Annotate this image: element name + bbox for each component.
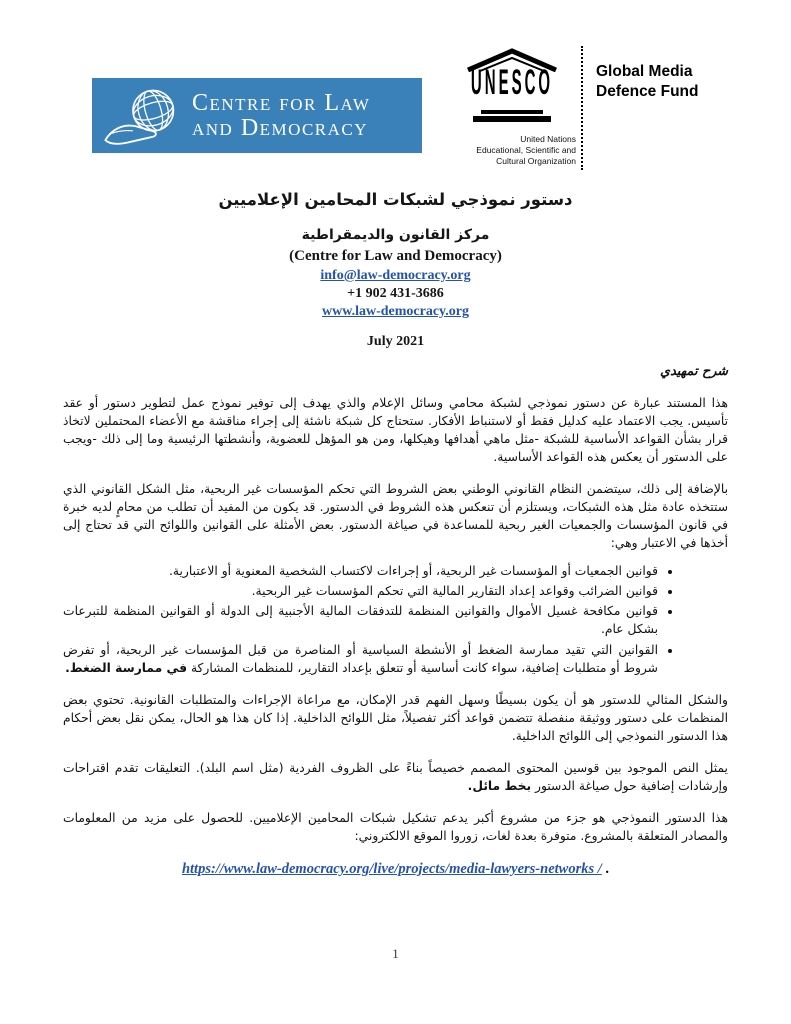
list-item-bold-tail: في ممارسة الضغط. [65, 660, 188, 675]
unesco-caption-line: Educational, Scientific and [476, 145, 576, 156]
dotted-separator [581, 46, 583, 170]
document-date: July 2021 [366, 334, 425, 349]
paragraph-5: هذا الدستور النموذجي هو جزء من مشروع أكبر يدعم تشكيل شبكات المحامين الإعلاميين. للحصول على مزيد من المعلومات والمصادر المتعلقة بالمشروع. متوفرة بعدة لغات، زوروا الموقع الالكتروني: [63, 810, 728, 844]
gmdf-line2: Defence Fund [596, 83, 699, 101]
document-title: دستور نموذجي لشبكات المحامين الإعلاميين [218, 190, 573, 209]
bullet-list [63, 562, 728, 676]
cld-logo-line1: Centre for Law [192, 90, 371, 117]
project-link[interactable]: https://www.law-democracy.org/live/projects/media-lawyers-networks / [181, 861, 602, 878]
project-link-line [63, 859, 728, 880]
list-item: • قوانين الجمعيات أو المؤسسات غير الربحية، أو إجراءات لاكتساب الشخصية المعنوية أو الاعتبارية. [63, 562, 658, 580]
email-link[interactable]: info@law-democracy.org [320, 268, 471, 283]
unesco-caption-line: United Nations [520, 134, 576, 144]
unesco-acronym: UNESCO [470, 63, 554, 104]
list-item [63, 641, 658, 677]
unesco-caption-line: Cultural Organization [496, 156, 576, 167]
list-item-text: القوانين التي تقيد ممارسة الضغط أو الأنشطة السياسية أو المناصرة من قبل المؤسسات غير الربحية، أو تفرض شروط أو متطلبات إضافية، سواء كانت أساسية أو تتعلق بإعداد التقارير، للمنظمات المشاركة [63, 642, 658, 675]
section-heading: شرح تمهيدي [660, 364, 728, 379]
document-body [63, 363, 728, 894]
cld-logo-wordmark [192, 91, 370, 140]
list-item: • قوانين مكافحة غسيل الأموال والقوانين المنظمة للتدفقات المالية الأجنبية إلى الدولة أو القوانين المنظمة للتبرعات بشكل عام. [63, 602, 658, 638]
paragraph-2: بالإضافة إلى ذلك، سيتضمن النظام القانوني الوطني بعض الشروط التي تحكم المؤسسات غير الربحية، مثل الشكل القانوني الذي ستتخذه عادة مثل هذه الشبكات، ويستلزم أن تنعكس هذه الشروط في الدستور. قد يكون من المفيد أن تطلب من محامٍ لديه خبرة في قانون المؤسسات والجمعيات الغير ربحية للمساعدة في صياغة الدستور. بعض الأمثلة على القوانين واللوائح التي قد تحتاج إلى أخذها في الاعتبار وهي: [63, 482, 728, 551]
org-name-english: (Centre for Law and Democracy) [289, 248, 502, 264]
paragraph-4-text: يمثل النص الموجود بين قوسين المحتوى المصمم خصيصاً بناءً على الظروف الفردية (مثل اسم البلد). التعليقات تقدم اقتراحات وإرشادات إضافية حول صياغة الدستور [63, 760, 728, 793]
title-block [63, 190, 728, 350]
phone-number: +1 902 431-3686 [347, 286, 444, 301]
gmdf-label [596, 62, 698, 102]
website-link[interactable]: www.law-democracy.org [322, 304, 469, 319]
hand-globe-icon [98, 85, 190, 151]
org-name-arabic: مركز القانون والديمقراطية [301, 227, 490, 243]
paragraph-4-bold-tail: بخط مائل. [467, 778, 532, 793]
cld-logo [92, 78, 422, 153]
paragraph-4 [63, 759, 728, 795]
page-number: 1 [392, 947, 399, 961]
list-item: • قوانين الضرائب وقواعد إعداد التقارير المالية التي تحكم المؤسسات غير الربحية. [63, 582, 658, 600]
paragraph-3: والشكل المثالي للدستور هو أن يكون بسيطًا وسهل الفهم قدر الإمكان، مع مراعاة الإجراءات والمتطلبات القانونية. تحتوي بعض المنظمات على دستور ووثيقة منفصلة تتضمن قواعد أكثر تفصيلاً، مثل اللوائح الداخلية. إذا كان هذا هو الحال، يمكن نقل بعض أحكام هذا الدستور النموذجي إلى اللوائح الداخلية. [63, 692, 728, 743]
cld-logo-line2: and Democracy [192, 114, 369, 141]
link-suffix: . [601, 861, 610, 878]
paragraph-1: هذا المستند عبارة عن دستور نموذجي لشبكة محامي وسائل الإعلام والذي يهدف إلى توفير نموذج عمل لتطوير دستور أو عقد تأسيس. يجب الاعتماد عليه كدليل فقط أو لاستنباط الأفكار. ستحتاج كل شبكة ناشئة إلى إجراء مناقشة مع الأعضاء المحتملين لاتخاذ قرار بشأن القواعد الأساسية للشبكة -مثل ماهي أهدافها وهيكلها، ومن هو المؤهل للعضوية، وأنشطتها الرئيسية وما إلى ذلك -ويجب على الدستور أن يعكس هذه القواعد الأساسية. [63, 395, 728, 464]
gmdf-line1: Global Media [596, 63, 693, 80]
unesco-logo [448, 48, 576, 167]
